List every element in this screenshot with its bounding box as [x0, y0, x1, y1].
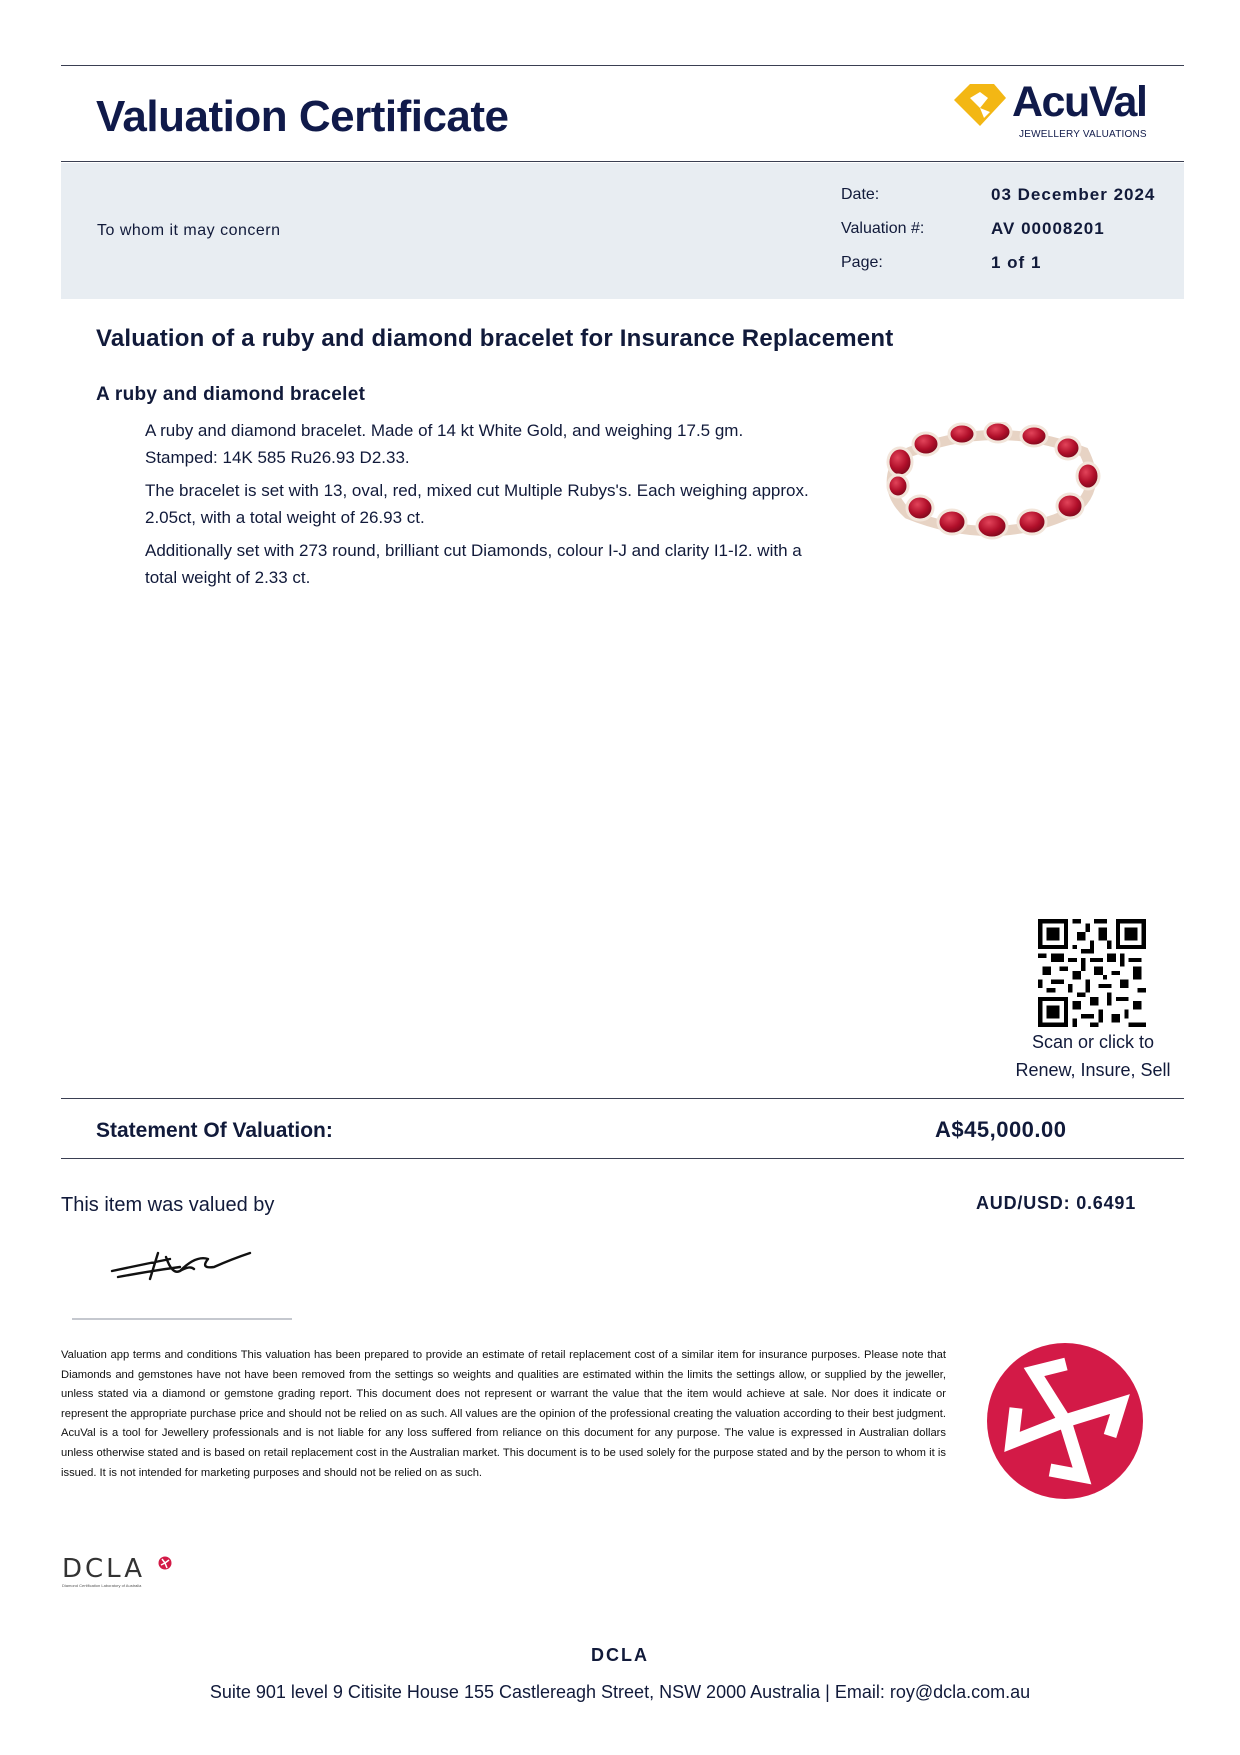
exchange-rate: AUD/USD: 0.6491	[976, 1193, 1137, 1213]
acuval-logo[interactable]	[950, 78, 1170, 146]
date-value: 03 December 2024	[991, 185, 1156, 204]
valuation-number-label: Valuation #:	[841, 220, 925, 237]
statement-top-rule	[61, 1098, 1184, 1099]
statement-value: A$45,000.00	[935, 1117, 1067, 1142]
qr-caption-line-1: Scan or click to	[1031, 1032, 1155, 1052]
top-rule	[61, 65, 1184, 66]
logo-subtitle: JEWELLERY VALUATIONS	[1019, 129, 1147, 140]
page-title: Valuation Certificate	[96, 92, 509, 141]
footer-company: DCLA	[591, 1645, 649, 1665]
info-panel	[61, 163, 1184, 299]
valued-by-text: This item was valued by	[61, 1194, 275, 1216]
dcla-logo	[62, 1554, 177, 1590]
item-title: A ruby and diamond bracelet	[96, 384, 366, 405]
addressee: To whom it may concern	[97, 222, 281, 239]
dcla-flower-icon	[158, 1556, 172, 1570]
page-value: 1 of 1	[991, 253, 1042, 272]
logo-wordmark: AcuVal	[1012, 78, 1147, 126]
description-paragraph-3: Additionally set with 273 round, brilliant cut Diamonds, colour I-J and clarity I1-I2. with a total weight of 2.33 ct.	[145, 541, 802, 587]
header-rule	[61, 161, 1184, 162]
valuation-number-value: AV 00008201	[991, 219, 1105, 238]
statement-bottom-rule	[61, 1158, 1184, 1159]
dcla-logo-wordmark: DCLA	[62, 1554, 146, 1584]
description-paragraph-1: A ruby and diamond bracelet. Made of 14 kt White Gold, and weighing 17.5 gm. Stamped: 14K 585 Ru26.93 D2.33.	[145, 421, 744, 467]
qr-code-icon[interactable]	[1038, 919, 1146, 1027]
statement-label: Statement Of Valuation:	[96, 1119, 333, 1142]
signature-line	[72, 1318, 292, 1320]
acuval-logo-icon	[950, 82, 1008, 128]
bracelet-photo	[878, 422, 1106, 542]
description-paragraph-2: The bracelet is set with 13, oval, red, mixed cut Multiple Rubys's. Each weighing approx. 2.05ct, with a total weight of 26.93 ct.	[145, 481, 809, 527]
footer-address: Suite 901 level 9 Citisite House 155 Castlereagh Street, NSW 2000 Australia | Email: roy@dcla.com.au	[209, 1682, 1031, 1702]
page-label: Page:	[841, 254, 883, 271]
valuation-heading: Valuation of a ruby and diamond bracelet for Insurance Replacement	[96, 325, 894, 352]
date-label: Date:	[841, 186, 880, 203]
qr-caption-line-2: Renew, Insure, Sell	[1015, 1060, 1171, 1080]
valuer-signature	[110, 1245, 255, 1283]
terms-and-conditions: Valuation app terms and conditions This valuation has been prepared to provide an estimate of retail replacement cost of a similar item for insurance purposes. Please note that Diamonds and gemstones have not have been removed from the settings so weights and qualities are estimated within the limits the settings allow, or supplied by the jeweller, unless stated via a diamond or gemstone grading report. This document does not represent or warrant the value that the item would achieve at sale. Nor does it indicate or represent the appropriate purchase price and should not be relied on as such. All values are the opinion of the professional creating the valuation according to their best judgment. AcuVal is a tool for Jewellery professionals and is not liable for any loss suffered from reliance on this document for any purpose. The value is expressed in Australian dollars unless otherwise stated and is based on retail replacement cost in the Australian market. This document is to be used solely for the purpose stated and by the person to whom it is issued. It is not intended for marketing purposes and should not be relied on as such.	[61, 1349, 946, 1479]
dcla-seal-icon	[986, 1342, 1144, 1500]
dcla-tagline: Diamond Certification Laboratory of Australia	[62, 1583, 142, 1588]
